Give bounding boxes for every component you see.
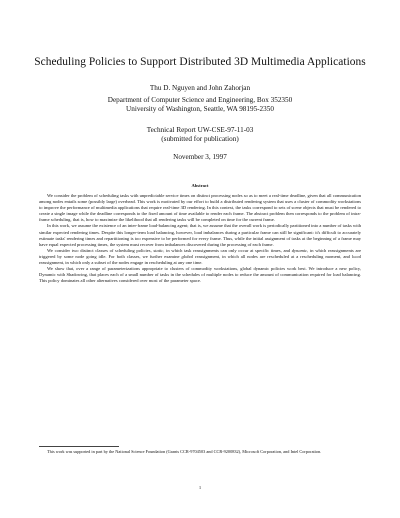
report-status: (submitted for publication) <box>161 135 239 143</box>
affiliation-line-1: Department of Computer Science and Engineering, Box 352350 <box>107 96 293 104</box>
abstract-paragraph-1: We consider the problem of scheduling tasks with unpredictable service times on distinct processing nodes so as to meet a real-time deadline, given that all communication among nodes entails some (possibly large) overhead. This work is motivated by our effort to build a distributed rendering system that uses a cluster of commodity workstations to improve the performance of multimedia applications that require real-time 3D rendering. In this context, the tasks correspond to sets of scene objects that must be rendered to create a single image while the deadline corresponds to the fixed amount of time available to render each frame. The abstract problem then corresponds to the problem of intra-frame scheduling, that is, how to maximize the likelihood that all rendering tasks will be completed on time for the current frame. <box>39 193 361 223</box>
abstract-text: reassignment, in which all nodes are rescheduled at a rescheduling moment, and <box>193 253 352 259</box>
abstract-heading: Abstract <box>191 183 209 188</box>
abstract-text: , in which task reassignments can only occur at specific times, and <box>163 247 292 253</box>
paper-affiliation <box>0 96 400 114</box>
abstract-paragraph-2: In this work, we assume the existence of an inter-frame load-balancing agent; that is, we assume that the overall work is periodically partitioned into a number of tasks with similar expected rendering times. Despite this longer-term load balancing, however, load imbalances during a particular frame can still be significant: it's difficult to accurately estimate tasks' rendering times and repartitioning is too expensive to be performed for every frame. Thus, while the initial assignment of tasks at the beginning of a frame may have equal expected processing times, the system must recover from imbalances discovered during the processing of each frame. <box>39 223 361 247</box>
abstract-paragraph-3 <box>39 248 361 266</box>
abstract-paragraph-4: We show that, over a range of parameterizations appropriate to clusters of commodity workstations, global dynamic policies work best. We introduce a new policy, Dynamic with Shadowing, that places each of a small number of tasks in the schedules of multiple nodes to reduce the amount of communication required for load balancing. This policy dominates all other alternatives considered over most of the parameter space. <box>39 266 361 284</box>
footnote-rule <box>39 446 119 447</box>
abstract-term-dynamic: dynamic <box>291 247 308 253</box>
abstract-body <box>39 193 361 284</box>
abstract-term-static: static <box>153 247 164 253</box>
page-number: 1 <box>198 485 202 490</box>
abstract-text: reassignment, in which only a subset of the nodes engage in rescheduling at any one time. <box>39 260 203 266</box>
paper-title: Scheduling Policies to Support Distributed 3D Multimedia Applications <box>34 56 366 68</box>
footnote: This work was supported in part by the National Science Foundation (Grants CCR-9704503 and CCR-9200832), Microsoft Corporation, and Intel Corporation. <box>47 449 322 454</box>
affiliation-line-2: University of Washington, Seattle, WA 98195-2350 <box>126 105 274 113</box>
abstract-term-global: global <box>181 253 194 259</box>
abstract-term-local: local <box>351 253 361 259</box>
report-number: Technical Report UW-CSE-97-11-03 <box>146 126 254 134</box>
abstract-text: , in which reassignments are triggered by some node going idle. For both classes, we further examine <box>39 247 361 259</box>
report-info <box>0 126 400 144</box>
paper-authors: Thu D. Nguyen and John Zahorjan <box>149 84 251 92</box>
paper-date: November 3, 1997 <box>173 153 227 161</box>
abstract-text: We consider two distinct classes of scheduling policies, <box>47 247 154 253</box>
